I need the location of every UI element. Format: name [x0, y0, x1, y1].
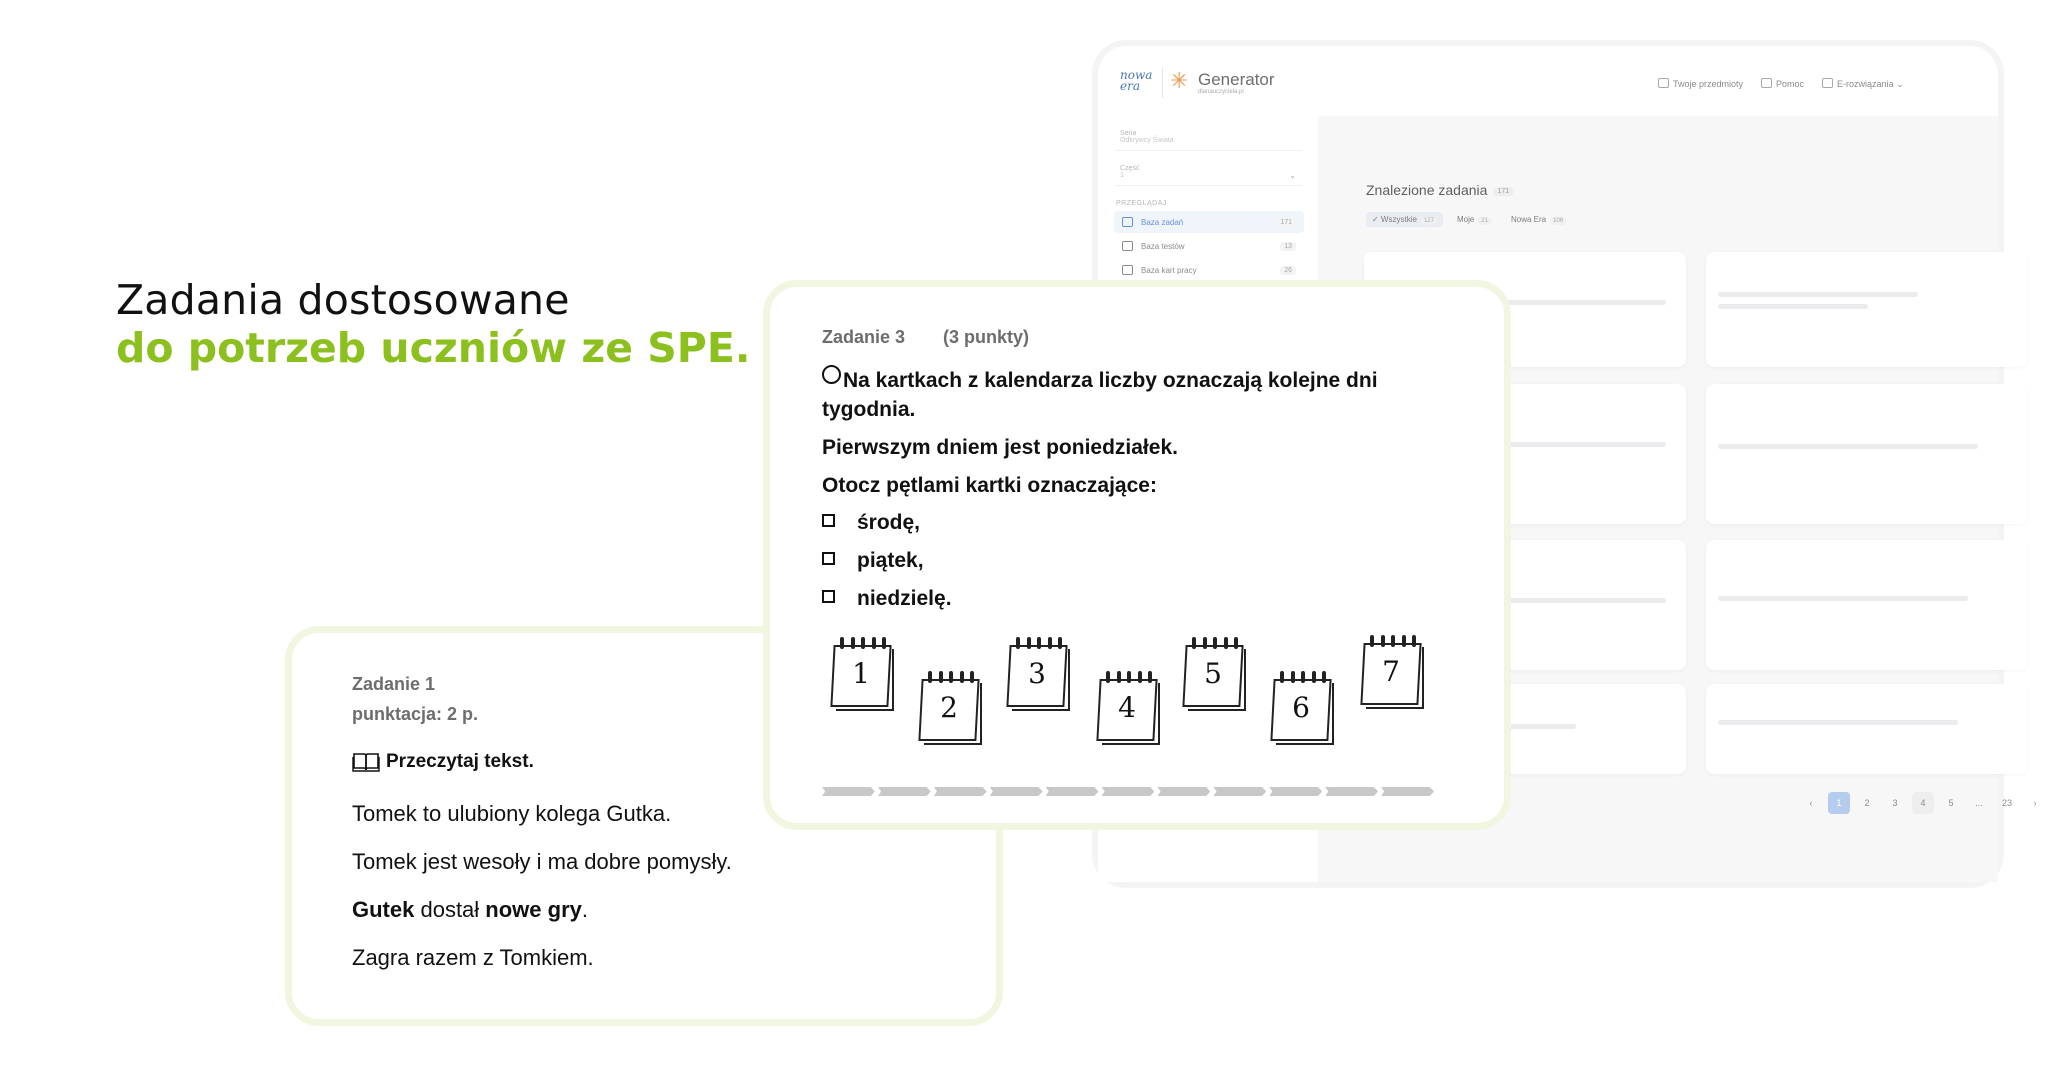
task-progress-bar	[822, 787, 1434, 796]
task-1-instruction: Przeczytaj tekst.	[352, 751, 534, 773]
top-link-pomoc[interactable]: Pomoc	[1761, 78, 1804, 90]
calendar-page-7[interactable]: 7	[1362, 633, 1422, 701]
task-3-title: Zadanie 3	[822, 327, 906, 347]
app-topbar	[1098, 46, 1998, 116]
headline-line-2: do potrzeb uczniów ze SPE.	[116, 324, 751, 372]
brand-name: Generator	[1198, 70, 1275, 89]
sidebar-item-baza-zadan[interactable]: Baza zadań 171	[1114, 211, 1304, 233]
filter-moje[interactable]: Moje 21	[1451, 212, 1497, 227]
pagination	[1800, 792, 2046, 814]
calendar-page-3[interactable]: 3	[1008, 635, 1068, 703]
sidebar-item-baza-testow[interactable]: Baza testów 13	[1114, 235, 1304, 257]
calendar-page-6[interactable]: 6	[1272, 669, 1332, 737]
task-1-header	[352, 669, 478, 729]
task-1-text-line-4: Zagra razem z Tomkiem.	[352, 945, 594, 970]
seria-select[interactable]: Seria Odkrywcy Świata	[1116, 126, 1302, 151]
result-card[interactable]	[1706, 684, 2028, 774]
results-title: Znalezione zadania 171	[1366, 182, 1513, 198]
pagination-page-23[interactable]: 23	[2001, 798, 2012, 808]
calendar-page-5[interactable]: 5	[1184, 635, 1244, 703]
task-3-header	[822, 327, 1029, 348]
czesc-select[interactable]: Część 1 ⌄	[1116, 161, 1302, 186]
task-1-scoring: punktacja: 2 p.	[352, 704, 479, 724]
grid-icon	[1822, 78, 1833, 88]
filter-tabs	[1366, 212, 1572, 227]
pagination-page-2[interactable]: 2	[1864, 798, 1870, 808]
worksheets-icon	[1122, 265, 1133, 275]
option-niedziela[interactable]: niedzielę.	[822, 587, 952, 611]
calendar-page-4[interactable]: 4	[1098, 669, 1158, 737]
task-3-question-line-3: Otocz pętlami kartki oznaczające:	[822, 474, 1157, 497]
task-1-text-line-3: Gutek dostał nowe gry.	[352, 897, 588, 922]
brand-subtitle: dlanauczyciela.pl	[1198, 89, 1244, 95]
result-card[interactable]	[1706, 252, 2028, 367]
pagination-page-4[interactable]: 4	[1912, 792, 1934, 814]
pagination-page-5[interactable]: 5	[1948, 798, 1954, 808]
pagination-prev[interactable]: ‹	[1809, 798, 1813, 808]
pagination-page-3[interactable]: 3	[1892, 798, 1898, 808]
tests-icon	[1122, 241, 1133, 251]
result-card[interactable]	[1706, 384, 2028, 524]
checkbox-icon[interactable]	[822, 514, 835, 527]
task-3-question: Na kartkach z kalendarza liczby oznaczają kolejne dni tygodnia.	[822, 365, 1442, 424]
pagination-next[interactable]: ›	[2033, 798, 2037, 808]
calendar-page-1[interactable]: 1	[832, 635, 892, 703]
headline-line-1: Zadania dostosowane	[116, 276, 570, 324]
generator-star-icon: ✳	[1170, 68, 1189, 93]
calendar-page-2[interactable]: 2	[920, 669, 980, 737]
circle-marker-icon	[822, 365, 841, 384]
headline	[116, 276, 750, 372]
sidebar-section-title: PRZEGLĄDAJ	[1116, 200, 1167, 207]
result-card[interactable]	[1706, 540, 2028, 670]
pagination-ellipsis: ...	[1975, 798, 1983, 808]
task-1-text-line-2: Tomek jest wesoły i ma dobre pomysły.	[352, 849, 732, 874]
filter-wszystkie[interactable]: ✓ Wszystkie 127	[1366, 212, 1443, 227]
tasks-icon	[1122, 217, 1133, 227]
nowa-era-logo[interactable]: nowa era	[1120, 68, 1153, 93]
brand-divider	[1162, 68, 1163, 98]
pagination-page-1[interactable]: 1	[1828, 792, 1850, 814]
option-piatek[interactable]: piątek,	[822, 549, 924, 573]
top-link-e-rozwiazania[interactable]: E-rozwiązania ⌄	[1822, 78, 1904, 90]
checkbox-icon[interactable]	[822, 552, 835, 565]
task-1-text-line-1: Tomek to ulubiony kolega Gutka.	[352, 801, 672, 826]
chevron-down-icon: ⌄	[1289, 171, 1296, 180]
option-sroda[interactable]: środę,	[822, 511, 920, 535]
top-link-twoje-przedmioty[interactable]: Twoje przedmioty	[1658, 78, 1743, 90]
sidebar-item-baza-kart-pracy[interactable]: Baza kart pracy 26	[1114, 259, 1304, 281]
task-3-points: (3 punkty)	[943, 327, 1030, 347]
open-book-icon	[352, 751, 380, 773]
checkbox-icon[interactable]	[822, 590, 835, 603]
subjects-icon	[1658, 78, 1669, 88]
task-card-zadanie-3	[763, 280, 1511, 830]
task-3-question-line-2: Pierwszym dniem jest poniedziałek.	[822, 436, 1178, 459]
help-icon	[1761, 78, 1772, 88]
filter-nowa-era[interactable]: Nowa Era 106	[1505, 212, 1572, 227]
top-links	[1658, 78, 1904, 90]
task-1-title: Zadanie 1	[352, 674, 436, 694]
